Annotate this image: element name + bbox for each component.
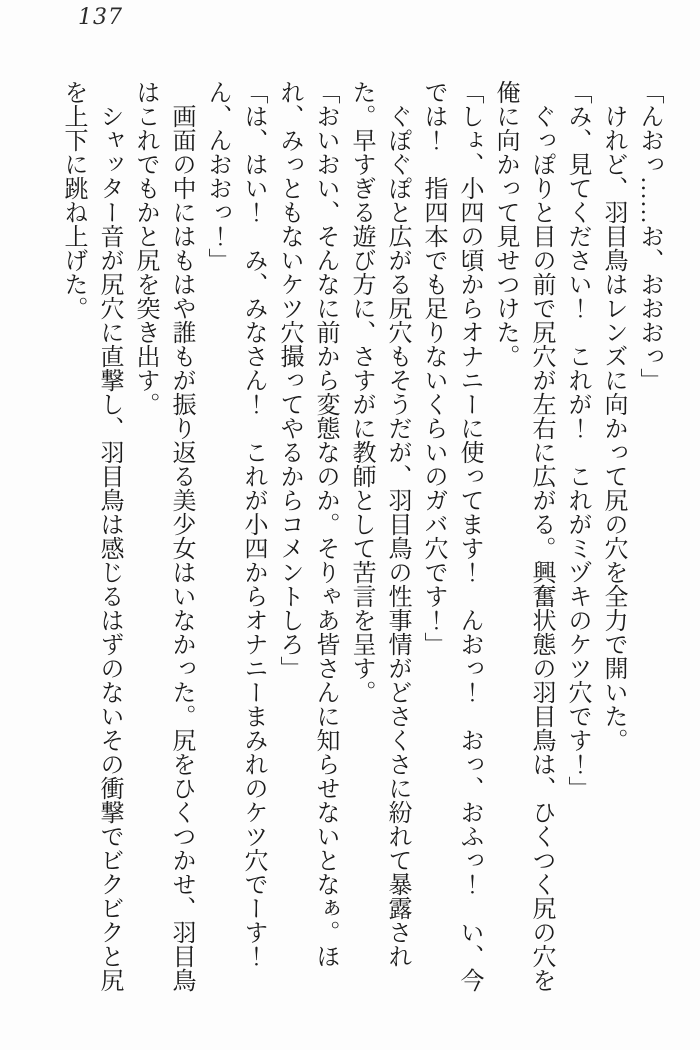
paragraph-narration: ぐっぽりと目の前で尻穴が左右に広がる。興奮状態の羽目鳥は、ひくつく尻の穴を俺に向かって見せつけた。 [492, 80, 554, 992]
paragraph-narration: ぐぽぐぽと広がる尻穴もそうだが、羽目鳥の性事情がどさくさに紛れて暴露された。早すぎる遊び方に、さすがに教師として苦言を呈す。 [348, 80, 410, 968]
paragraph-dialogue: 「は、はい！ み、みなさん！ これが小四からオナニーまみれのケツ穴でーす！ ん、んおおっ！」 [204, 80, 266, 992]
paragraph-dialogue: 「おいおい、そんなに前から変態なのか。そりゃあ皆さんに知らせないとなぁ。ほれ、みっともないケツ穴撮ってやるからコメントしろ」 [276, 80, 338, 968]
paragraph-narration: シャッター音が尻穴に直撃し、羽目鳥は感じるはずのないその衝撃でビクビクと尻を上下に跳ね上げた。 [60, 80, 122, 992]
paragraph-dialogue: 「しょ、小四の頃からオナニーに使ってます！ んおっ！ おっ、おふっ！ い、今では！ 指四本でも足りないくらいのガバ穴です！」 [420, 80, 482, 992]
paragraph-dialogue: 「んおっ……お、おおおっ」 [636, 80, 662, 392]
novel-text-block [55, 80, 667, 993]
paragraph-narration: 画面の中にはもはや誰もが振り返る美少女はいなかった。尻をひくつかせ、羽目鳥はこれでもかと尻を突き出す。 [132, 80, 194, 992]
paragraph-dialogue: 「み、見てください！ これが！ これがミヅキのケツ穴です！」 [564, 80, 590, 800]
page-number: 137 [78, 5, 123, 30]
paragraph-narration: けれど、羽目鳥はレンズに向かって尻の穴を全力で開いた。 [600, 80, 626, 752]
